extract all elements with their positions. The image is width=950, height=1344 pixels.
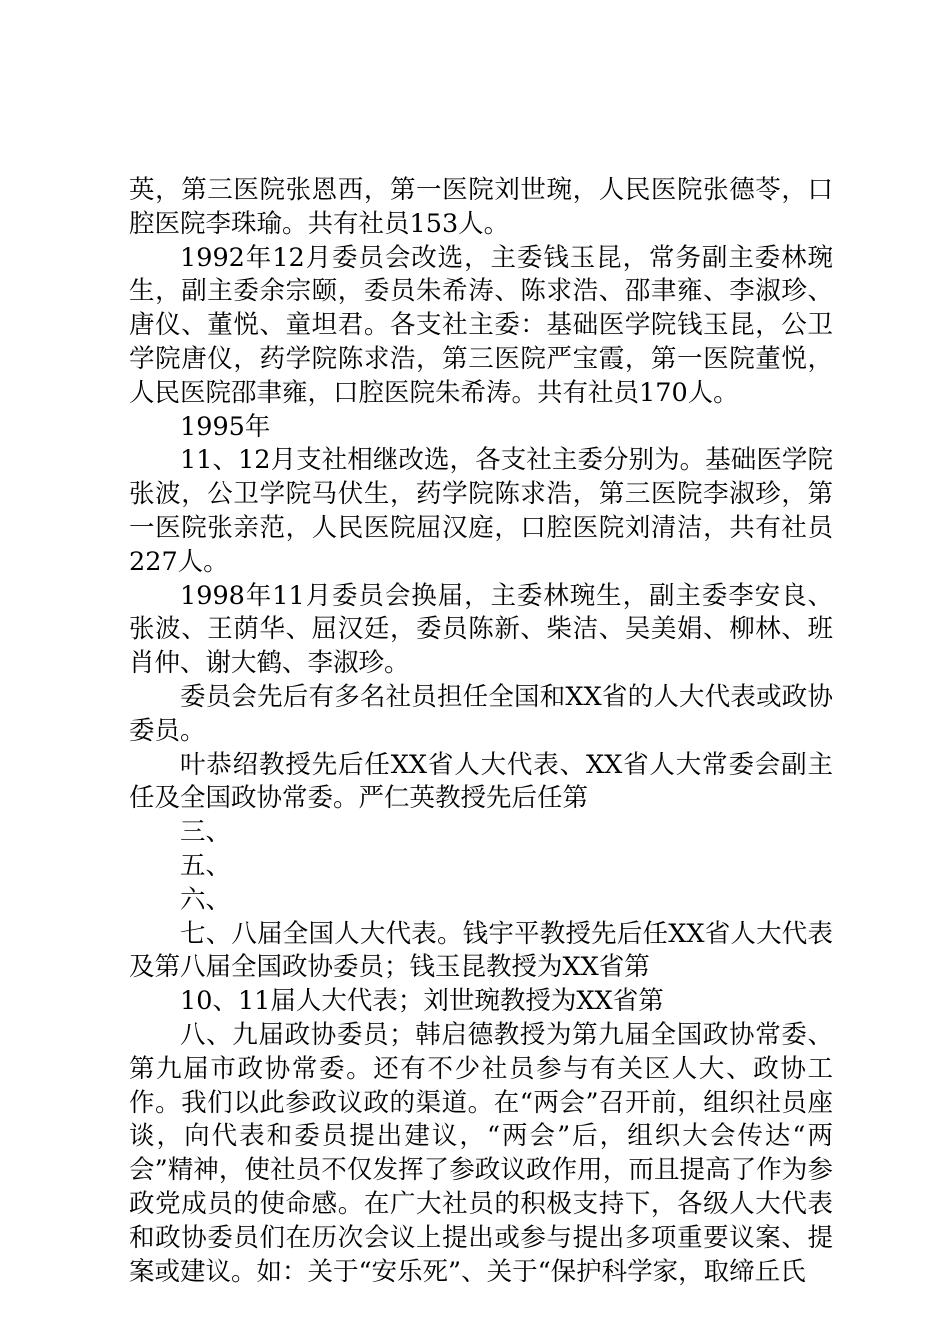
paragraph-8: 三、 bbox=[180, 817, 232, 848]
paragraph-11: 七、八届全国人大代表。钱宇平教授先后任XX省人大代表及第八届全国政协委员；钱玉昆教授为XX省第 bbox=[129, 918, 833, 983]
paragraph-3: 1995年 bbox=[180, 411, 271, 442]
document-body bbox=[129, 174, 833, 1289]
paragraph-1: 英，第三医院张恩西，第一医院刘世琬，人民医院张德苓，口腔医院李珠瑜。共有社员153人。 bbox=[129, 175, 833, 239]
paragraph-4: 11、12月支社相继改选，各支社主委分别为。基础医学院张波，公卫学院马伏生，药学院陈求浩，第三医院李淑珍，第一医院张亲范，人民医院屈汉庭，口腔医院刘清洁，共有社员227人。 bbox=[129, 445, 833, 577]
paragraph-6: 委员会先后有多名社员担任全国和XX省的人大代表或政协委员。 bbox=[129, 681, 833, 746]
paragraph-5: 1998年11月委员会换届，主委林琬生，副主委李安良、张波、王荫华、屈汉廷，委员陈新、柴洁、吴美娟、柳林、班肖仲、谢大鹤、李淑珍。 bbox=[129, 580, 833, 679]
paragraph-13: 八、九届政协委员；韩启德教授为第九届全国政协常委、第九届市政协常委。还有不少社员参与有关区人大、政协工作。我们以此参政议政的渠道。在“两会”召开前，组织社员座谈，向代表和委员提出建议，“两会”后，组织大会传达“两会”精神，使社员不仅发挥了参政议政作用，而且提高了作为参政党成员的使命感。在广大社员的积极支持下，各级人大代表和政协委员们在历次会议上提出或参与提出多项重要议案、提案或建议。如：关于“安乐死”、关于“保护科学家，取缔丘氏 bbox=[129, 1019, 833, 1287]
paragraph-7: 叶恭绍教授先后任XX省人大代表、XX省人大常委会副主任及全国政协常委。严仁英教授先后任第 bbox=[129, 749, 833, 814]
paragraph-10: 六、 bbox=[180, 884, 232, 915]
paragraph-2: 1992年12月委员会改选，主委钱玉昆，常务副主委林琬生，副主委余宗颐，委员朱希涛、陈求浩、邵聿雍、李淑珍、唐仪、董悦、童坦君。各支社主委：基础医学院钱玉昆，公卫学院唐仪，药学院陈求浩，第三医院严宝霞，第一医院董悦，人民医院邵聿雍，口腔医院朱希涛。共有社员170人。 bbox=[129, 242, 833, 408]
paragraph-12: 10、11届人大代表；刘世琬教授为XX省第 bbox=[180, 986, 664, 1017]
paragraph-9: 五、 bbox=[180, 850, 232, 881]
